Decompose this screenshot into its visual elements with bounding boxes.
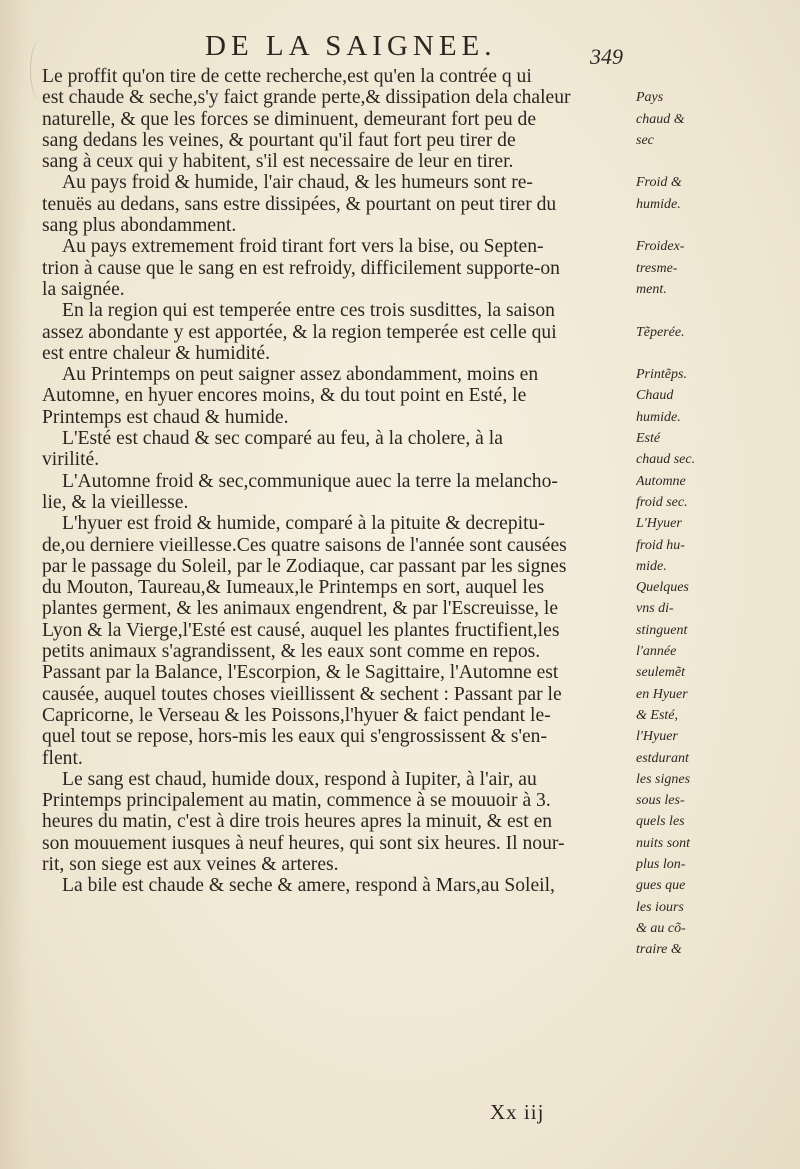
text-line: virilité.	[42, 449, 100, 471]
margin-note-line: froid hu-	[636, 537, 685, 553]
text-line: est entre chaleur & humidité.	[42, 342, 270, 364]
text-line: rit, son siege est aux veines & arteres.	[42, 853, 339, 875]
text-line: L'Esté est chaud & sec comparé au feu, à la cholere, à la	[62, 428, 503, 450]
margin-note-line: Froidex-	[636, 239, 685, 255]
text-line: L'Automne froid & sec,communique auec la terre la melancho-	[62, 470, 558, 492]
margin-note-line: & au cõ-	[636, 920, 686, 936]
margin-note-line: Esté	[636, 431, 661, 447]
text-line: plantes germent, & les animaux engendrent, & par l'Escreuisse, le	[42, 598, 559, 620]
page-number: 349	[590, 44, 623, 69]
margin-note-line: froid sec.	[636, 494, 688, 510]
margin-note-line: ment.	[636, 281, 667, 297]
text-line: Lyon & la Vierge,l'Esté est causé, auquel les plantes fructifient,les	[42, 619, 560, 641]
margin-note-line	[636, 300, 746, 321]
margin-note-line: l'Hyuer	[636, 729, 678, 745]
margin-note-line	[636, 151, 746, 172]
margin-note-line: seulemẽt	[636, 665, 685, 681]
text-line: Printemps est chaud & humide.	[42, 406, 289, 428]
margin-note-line: L'Hyuer	[636, 516, 682, 532]
text-line: petits animaux s'agrandissent, & les eaux sont comme en repos.	[42, 641, 541, 663]
page-header	[205, 30, 685, 69]
text-line: tenuës au dedans, sans estre dissipées, & pourtant on peut tirer du	[42, 193, 557, 215]
margin-note-line	[636, 215, 746, 236]
margin-note-line: les signes	[636, 771, 691, 787]
text-line: sang à ceux qui y habitent, s'il est necessaire de leur en tirer.	[42, 151, 514, 173]
text-line: trion à cause que le sang en est refroidy, difficilement supporte-on	[42, 257, 560, 279]
margin-note-line: l'année	[636, 644, 677, 660]
margin-note-line: plus lon-	[636, 856, 686, 872]
text-line: La bile est chaude & seche & amere, respond à Mars,au Soleil,	[62, 875, 555, 897]
margin-note-line: stinguent	[636, 622, 688, 638]
margin-note-line: en Hyuer	[636, 686, 688, 702]
text-line: Au Printemps on peut saigner assez abondamment, moins en	[62, 364, 539, 386]
text-line: Automne, en hyuer encores moins, & du tout point en Esté, le	[42, 385, 527, 407]
text-line: Capricorne, le Verseau & les Poissons,l'hyuer & faict pendant le-	[42, 704, 551, 726]
margin-note-line: Pays	[636, 90, 664, 106]
text-line: sang dedans les veines, & pourtant qu'il faut fort peu tirer de	[42, 129, 516, 151]
text-line: est chaude & seche,s'y faict grande perte,& dissipation dela chaleur	[42, 87, 571, 109]
text-line: Printemps principalement au matin, commence à se mouuoir à 3.	[42, 790, 551, 812]
text-line: la saignée.	[42, 278, 125, 300]
text-line: Au pays extremement froid tirant fort vers la bise, ou Septen-	[62, 236, 544, 258]
text-line: naturelle, & que les forces se diminuent, demeurant fort peu de	[42, 108, 537, 130]
margin-note-line: quels les	[636, 814, 685, 830]
margin-note-line: Printẽps.	[636, 367, 687, 383]
text-line: par le passage du Soleil, par le Zodiaque, car passant par les signes	[42, 555, 567, 577]
text-line: heures du matin, c'est à dire trois heures apres la minuit, & est en	[42, 811, 553, 833]
text-line: Au pays froid & humide, l'air chaud, & les humeurs sont re-	[62, 172, 533, 194]
margin-note-line: vns di-	[636, 601, 674, 617]
margin-note-line: traire &	[636, 942, 682, 958]
body-text	[42, 66, 632, 897]
text-line: quel tout se repose, hors-mis les eaux qui s'engrossissent & s'en-	[42, 726, 547, 748]
text-line: L'hyuer est froid & humide, comparé à la pituite & decrepitu-	[62, 513, 545, 535]
margin-note-line: Automne	[636, 473, 686, 489]
margin-note-line: mide.	[636, 558, 667, 574]
text-line: son mouuement iusques à neuf heures, qui sont six heures. Il nour-	[42, 832, 565, 854]
text-line: Passant par la Balance, l'Escorpion, & le Sagittaire, l'Automne est	[42, 662, 559, 684]
margin-note-line	[636, 66, 746, 87]
text-line: assez abondante y est apportée, & la region temperée est celle qui	[42, 321, 557, 343]
text-line: de,ou derniere vieillesse.Ces quatre saisons de l'année sont causées	[42, 534, 567, 556]
margin-note-line: tresme-	[636, 260, 678, 276]
margin-note-line	[636, 343, 746, 364]
text-line: lie, & la vieillesse.	[42, 491, 189, 513]
text-line: flent.	[42, 747, 83, 769]
text-line: causée, auquel toutes choses vieillissent & sechent : Passant par le	[42, 683, 562, 705]
margin-notes	[636, 66, 746, 960]
text-line: En la region qui est temperée entre ces trois susdittes, la saison	[62, 300, 555, 322]
margin-note-line: & Esté,	[636, 707, 678, 723]
page-gutter	[0, 0, 28, 1169]
margin-note-line: estdurant	[636, 750, 689, 766]
text-line: Le sang est chaud, humide doux, respond à Iupiter, à l'air, au	[62, 768, 537, 790]
running-title: DE LA SAIGNEE.	[205, 30, 497, 62]
margin-note-line: humide.	[636, 196, 681, 212]
text-line: Le proffit qu'on tire de cette recherche,est qu'en la contrée q ui	[42, 66, 532, 87]
margin-note-line: humide.	[636, 409, 681, 425]
margin-note-line: chaud &	[636, 111, 685, 127]
margin-note-line: Chaud	[636, 388, 674, 404]
margin-note-line: chaud sec.	[636, 452, 696, 468]
text-line: du Mouton, Taureau,& Iumeaux,le Printemps en sort, auquel les	[42, 577, 545, 599]
signature-mark: Xx iij	[490, 1100, 545, 1124]
margin-note-line: Quelques	[636, 580, 689, 596]
margin-note-line: nuits sont	[636, 835, 691, 851]
margin-note-line: gues que	[636, 878, 686, 894]
margin-note-line: Froid &	[636, 175, 682, 191]
margin-note-line: les iours	[636, 899, 684, 915]
margin-note-line: Tẽperée.	[636, 324, 685, 340]
text-line: sang plus abondamment.	[42, 215, 237, 237]
margin-note-line: sous les-	[636, 793, 685, 809]
margin-note-line: sec	[636, 132, 654, 148]
